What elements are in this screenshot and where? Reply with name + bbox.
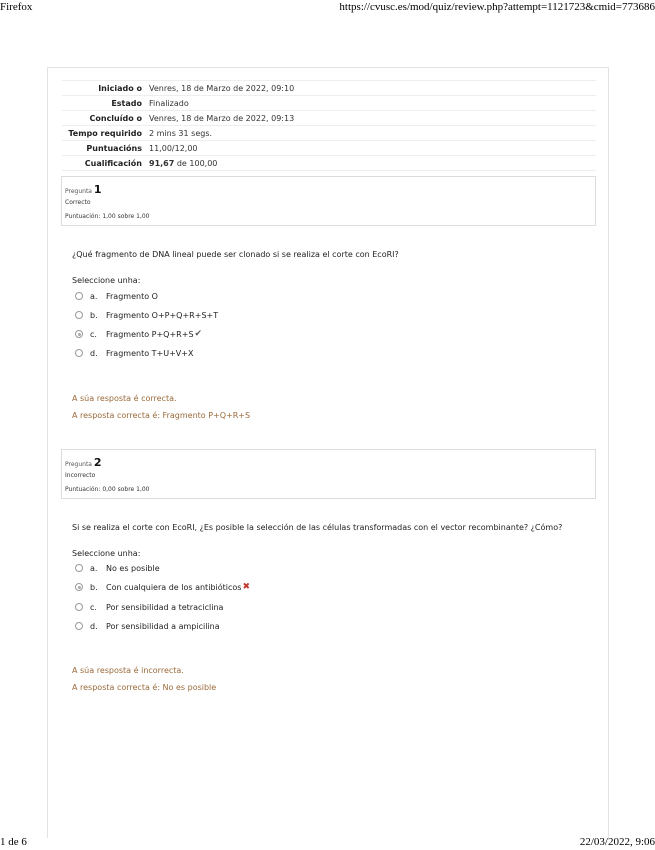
answer-option[interactable] — [75, 290, 158, 302]
print-header — [0, 1, 655, 15]
summary-value — [149, 156, 596, 171]
radio-button[interactable] — [75, 564, 83, 572]
feedback-text: A súa resposta é incorrecta. — [72, 666, 184, 675]
question-label: Pregunta — [65, 188, 92, 195]
answer-prompt: Seleccione unha: — [72, 549, 141, 558]
summary-label: Estado — [62, 96, 149, 111]
summary-row — [62, 81, 596, 96]
option-text: Fragmento T+U+V+X — [106, 348, 194, 358]
summary-value: Venres, 18 de Marzo de 2022, 09:10 — [149, 81, 596, 96]
option-letter: a. — [90, 291, 98, 301]
option-letter: a. — [90, 563, 98, 573]
answer-option-selected[interactable] — [75, 328, 202, 340]
answer-option[interactable] — [75, 347, 193, 359]
radio-button[interactable] — [75, 349, 83, 357]
attempt-summary — [62, 80, 596, 171]
option-letter: b. — [90, 582, 98, 592]
radio-button[interactable] — [75, 311, 83, 319]
answer-prompt: Seleccione unha: — [72, 276, 141, 285]
question-text: Si se realiza el corte con EcoRI, ¿Es posible la selección de las células transformadas con el vector recombinante? ¿Cómo? — [72, 523, 563, 532]
radio-button-checked[interactable] — [75, 330, 83, 338]
option-letter: d. — [90, 348, 98, 358]
option-text: Por sensibilidad a ampicilina — [106, 621, 220, 631]
right-answer-text: A resposta correcta é: Fragmento P+Q+R+S — [72, 411, 251, 420]
question-grade: Puntuación: 1,00 sobre 1,00 — [65, 213, 150, 220]
page-url: https://cvusc.es/mod/quiz/review.php?attempt=1121723&cmid=773686 — [339, 1, 655, 13]
feedback-text: A súa resposta é correcta. — [72, 394, 177, 403]
page-counter: 1 de 6 — [0, 836, 27, 848]
summary-value: Finalizado — [149, 96, 596, 111]
radio-button[interactable] — [75, 292, 83, 300]
cross-icon: ✖ — [242, 582, 250, 592]
radio-button[interactable] — [75, 603, 83, 611]
question-number-value: 1 — [93, 183, 102, 196]
question-state: Correcto — [65, 199, 91, 206]
option-text: Fragmento O — [106, 291, 158, 301]
option-text: Fragmento P+Q+R+S — [106, 329, 194, 339]
right-answer-text: A resposta correcta é: No es posible — [72, 683, 217, 692]
grade-score: 91,67 — [149, 158, 175, 168]
grade-max: de 100,00 — [174, 158, 218, 168]
option-letter: c. — [90, 602, 97, 612]
question-info-2 — [61, 449, 596, 499]
summary-value: 11,00/12,00 — [149, 141, 596, 156]
answer-option-selected[interactable] — [75, 581, 250, 593]
option-text: Por sensibilidad a tetraciclina — [106, 602, 224, 612]
question-number — [65, 456, 102, 469]
option-letter: b. — [90, 310, 98, 320]
summary-row — [62, 156, 596, 171]
answer-option[interactable] — [75, 620, 220, 632]
option-letter: d. — [90, 621, 98, 631]
summary-label: Iniciado o — [62, 81, 149, 96]
summary-label: Puntuacións — [62, 141, 149, 156]
summary-label: Tempo requirido — [62, 126, 149, 141]
summary-value: Venres, 18 de Marzo de 2022, 09:13 — [149, 111, 596, 126]
option-text: Con cualquiera de los antibióticos — [106, 582, 242, 592]
question-label: Pregunta — [65, 461, 92, 468]
question-state: Incorrecto — [65, 472, 96, 479]
print-timestamp: 22/03/2022, 9:06 — [579, 836, 655, 848]
summary-row — [62, 96, 596, 111]
answer-option[interactable] — [75, 601, 223, 613]
summary-value: 2 mins 31 segs. — [149, 126, 596, 141]
summary-row — [62, 111, 596, 126]
browser-name: Firefox — [0, 1, 33, 13]
question-number-value: 2 — [93, 456, 102, 469]
answer-option[interactable] — [75, 562, 160, 574]
attempt-summary-table — [62, 80, 596, 171]
quiz-review-page — [47, 67, 609, 838]
summary-row — [62, 141, 596, 156]
option-letter: c. — [90, 329, 97, 339]
option-text: No es posible — [106, 563, 160, 573]
question-number — [65, 183, 102, 196]
summary-row — [62, 126, 596, 141]
summary-label: Cualificación — [62, 156, 149, 171]
question-text: ¿Qué fragmento de DNA lineal puede ser clonado si se realiza el corte con EcoRI? — [72, 250, 399, 259]
radio-button-checked[interactable] — [75, 583, 83, 591]
question-info-1 — [61, 176, 596, 226]
option-text: Fragmento O+P+Q+R+S+T — [106, 310, 219, 320]
answer-option[interactable] — [75, 309, 218, 321]
summary-label: Concluído o — [62, 111, 149, 126]
check-icon: ✔ — [194, 329, 203, 339]
radio-button[interactable] — [75, 622, 83, 630]
question-grade: Puntuación: 0,00 sobre 1,00 — [65, 486, 150, 493]
